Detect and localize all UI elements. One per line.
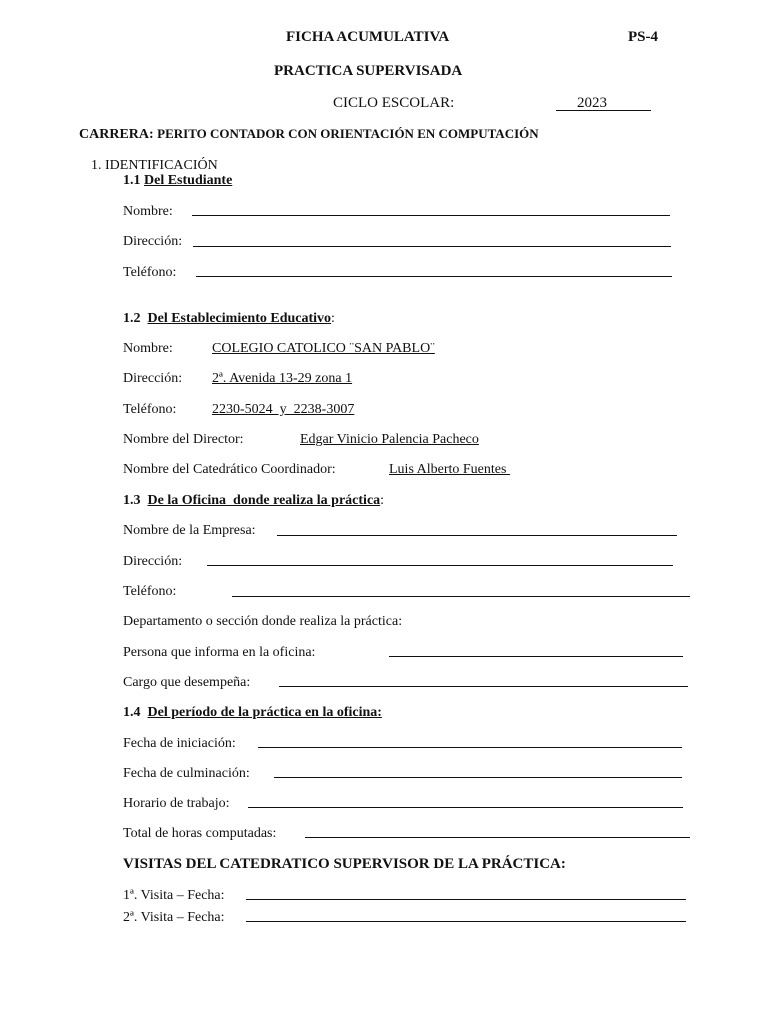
oficina-telefono-label: Teléfono:	[123, 584, 177, 599]
visita2-field[interactable]	[246, 921, 686, 922]
ciclo-value: 2023	[577, 95, 607, 111]
ciclo-label: CICLO ESCOLAR:	[333, 95, 455, 111]
oficina-direccion-label: Dirección:	[123, 554, 183, 569]
carrera-row	[79, 125, 539, 144]
estudiante-nombre-field[interactable]	[192, 215, 670, 216]
visitas-heading: VISITAS DEL CATEDRATICO SUPERVISOR DE LA PRÁCTICA:	[123, 856, 566, 872]
oficina-title: De la Oficina donde realiza la práctica	[147, 493, 381, 508]
persona-field[interactable]	[389, 656, 683, 657]
visita2-label: 2ª. Visita – Fecha:	[123, 910, 225, 925]
estudiante-direccion-label: Dirección:	[123, 234, 183, 249]
establecimiento-direccion-value: 2ª. Avenida 13-29 zona 1	[212, 371, 353, 386]
oficina-telefono-field[interactable]	[232, 596, 690, 597]
oficina-number: 1.3	[123, 493, 141, 508]
periodo-title: Del período de la práctica en la oficina:	[147, 705, 382, 720]
establecimiento-heading	[123, 310, 335, 328]
establecimiento-colon: :	[331, 311, 335, 326]
estudiante-heading	[123, 172, 232, 190]
departamento-label: Departamento o sección donde realiza la práctica:	[123, 614, 403, 629]
form-subtitle: PRACTICA SUPERVISADA	[274, 63, 463, 79]
section-identificacion-heading: 1. IDENTIFICACIÓN	[91, 158, 218, 173]
estudiante-number: 1.1	[123, 173, 141, 188]
cargo-label: Cargo que desempeña:	[123, 675, 251, 690]
establecimiento-title: Del Establecimiento Educativo	[147, 311, 332, 326]
persona-label: Persona que informa en la oficina:	[123, 645, 316, 660]
director-label: Nombre del Director:	[123, 432, 244, 447]
visita1-field[interactable]	[246, 899, 686, 900]
carrera-value: PERITO CONTADOR CON ORIENTACIÓN EN COMPUTACIÓN	[157, 126, 539, 141]
horario-label: Horario de trabajo:	[123, 796, 230, 811]
establecimiento-direccion-label: Dirección:	[123, 371, 183, 386]
oficina-direccion-field[interactable]	[207, 565, 673, 566]
horario-field[interactable]	[248, 807, 683, 808]
periodo-number: 1.4	[123, 705, 141, 720]
estudiante-title: Del Estudiante	[144, 173, 233, 188]
form-code: PS-4	[628, 29, 658, 45]
visita1-label: 1ª. Visita – Fecha:	[123, 888, 225, 903]
culminacion-label: Fecha de culminación:	[123, 766, 250, 781]
periodo-heading	[123, 704, 382, 722]
horas-label: Total de horas computadas:	[123, 826, 277, 841]
empresa-field[interactable]	[277, 535, 677, 536]
culminacion-field[interactable]	[274, 777, 682, 778]
oficina-colon: :	[380, 493, 385, 508]
carrera-label: CARRERA:	[79, 127, 154, 142]
estudiante-telefono-label: Teléfono:	[123, 265, 177, 280]
establecimiento-nombre-value: COLEGIO CATOLICO ¨SAN PABLO¨	[212, 341, 435, 356]
cargo-field[interactable]	[279, 686, 688, 687]
establecimiento-telefono-value: 2230-5024 y 2238-3007	[212, 402, 355, 417]
estudiante-nombre-label: Nombre:	[123, 204, 173, 219]
establecimiento-nombre-label: Nombre:	[123, 341, 173, 356]
estudiante-telefono-field[interactable]	[196, 276, 672, 277]
director-value: Edgar Vinicio Palencia Pacheco	[300, 432, 479, 447]
coordinador-label: Nombre del Catedrático Coordinador:	[123, 462, 336, 477]
establecimiento-telefono-label: Teléfono:	[123, 402, 177, 417]
inicio-label: Fecha de iniciación:	[123, 736, 236, 751]
establecimiento-number: 1.2	[123, 311, 141, 326]
inicio-field[interactable]	[258, 747, 682, 748]
form-title: FICHA ACUMULATIVA	[286, 29, 450, 45]
oficina-heading	[123, 492, 384, 510]
empresa-label: Nombre de la Empresa:	[123, 523, 256, 538]
coordinador-value: Luis Alberto Fuentes	[389, 462, 510, 477]
horas-field[interactable]	[305, 837, 690, 838]
estudiante-direccion-field[interactable]	[193, 246, 671, 247]
